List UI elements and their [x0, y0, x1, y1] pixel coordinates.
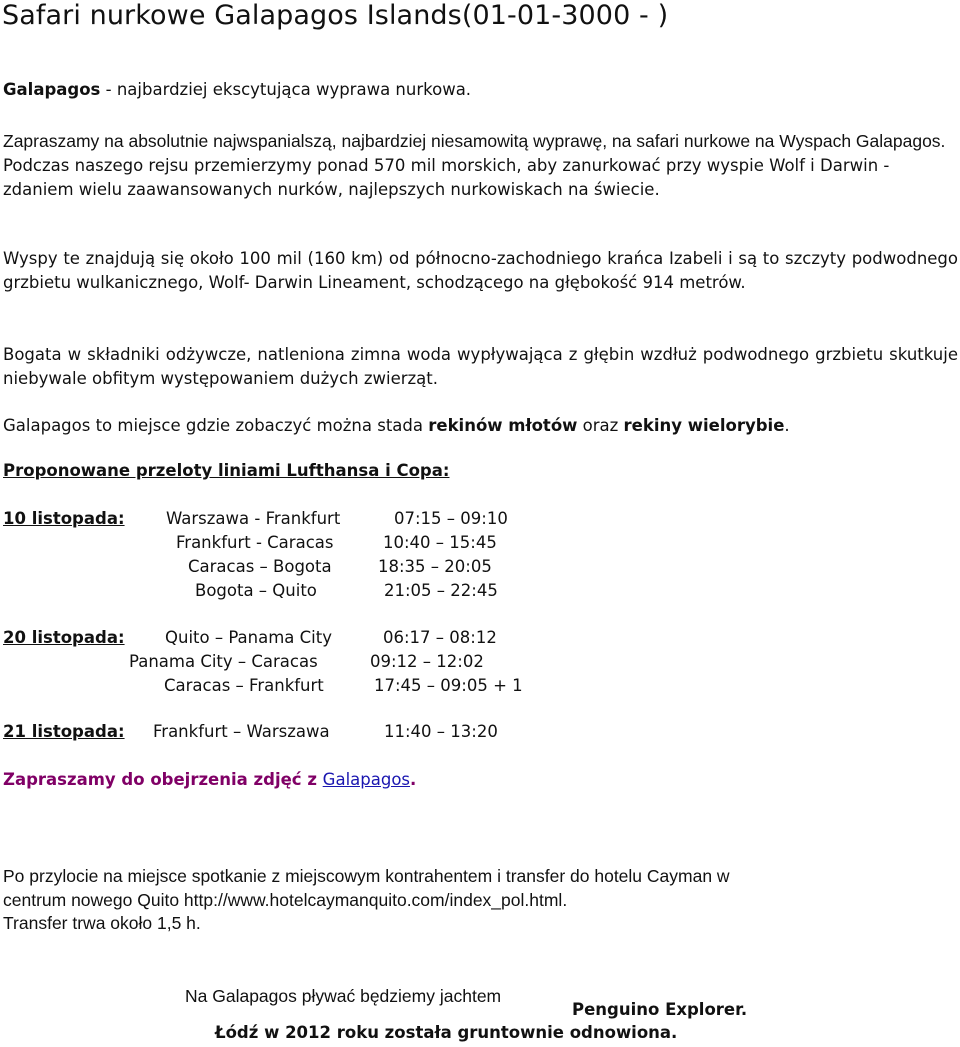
flight-time: 18:35 – 20:05: [378, 557, 492, 576]
photos-invitation: [3, 770, 416, 789]
flight-route: Caracas – Frankfurt: [164, 676, 324, 695]
flight-day-label: 21 listopada:: [3, 722, 125, 741]
galapagos-photos-link[interactable]: Galapagos: [322, 770, 411, 789]
flight-route: Caracas – Bogota: [188, 557, 332, 576]
flight-time: 10:40 – 15:45: [383, 533, 497, 552]
photos-end: .: [410, 770, 417, 789]
paragraph-4-after: .: [784, 416, 790, 435]
transfer-line-1: Po przylocie na miejsce spotkanie z miejscowym kontrahentem i transfer do hotelu Cayman w: [3, 866, 730, 886]
intro-bold: Galapagos: [3, 80, 101, 99]
page-title: Safari nurkowe Galapagos Islands(01-01-3000 - ): [2, 0, 669, 31]
flight-route: Quito – Panama City: [165, 628, 332, 647]
flight-time: 21:05 – 22:45: [384, 581, 498, 600]
photos-text: Zapraszamy do obejrzenia zdjęć z: [3, 770, 323, 789]
flight-route: Panama City – Caracas: [129, 652, 318, 671]
flight-time: 11:40 – 13:20: [384, 722, 498, 741]
flight-time: 06:17 – 08:12: [383, 628, 497, 647]
flight-day-label: 20 listopada:: [3, 628, 125, 647]
paragraph-1-part1: Zapraszamy na absolutnie najwspanialszą, najbardziej niesamowitą wyprawę, na safari nurkowe na Wyspach Galapagos.: [3, 131, 946, 151]
flight-route: Bogota – Quito: [195, 581, 317, 600]
paragraph-4-before: Galapagos to miejsce gdzie zobaczyć można stada: [3, 416, 429, 435]
flight-route: Warszawa - Frankfurt: [166, 509, 341, 528]
flight-day-label: 10 listopada:: [3, 509, 125, 528]
intro-paragraph: [3, 78, 958, 102]
sharks-hammerhead: rekinów młotów: [428, 416, 578, 435]
paragraph-1-part2: Podczas naszego rejsu przemierzymy ponad 570 mil morskich, aby zanurkować przy wyspie Wolf i Darwin - zdaniem wielu zaawansowanych nurków, najlepszych nurkowiskach na świecie.: [3, 156, 890, 199]
flight-time: 09:12 – 12:02: [370, 652, 484, 671]
paragraph-4-middle: oraz: [577, 416, 624, 435]
yacht-renovation: Łódź w 2012 roku została gruntownie odnowiona.: [215, 1023, 678, 1042]
transfer-line-2: centrum nowego Quito http://www.hotelcaymanquito.com/index_pol.html.: [3, 890, 568, 910]
paragraph-4: [3, 414, 958, 438]
yacht-text: Na Galapagos pływać będziemy jachtem: [185, 986, 502, 1006]
flight-time: 17:45 – 09:05 + 1: [374, 676, 523, 695]
paragraph-2: Wyspy te znajdują się około 100 mil (160 km) od północno-zachodniego krańca Izabeli i są to szczyty podwodnego grzbietu wulkanicznego, Wolf- Darwin Lineament, schodzącego na głębokość 914 metrów.: [3, 249, 958, 292]
flight-route: Frankfurt - Caracas: [176, 533, 334, 552]
paragraph-3: Bogata w składniki odżywcze, natleniona zimna woda wypływająca z głębin wzdłuż podwodnego grzbietu skutkuje niebywale obfitym występowaniem dużych zwierząt.: [3, 345, 958, 388]
flight-time: 07:15 – 09:10: [394, 509, 508, 528]
paragraph-1: [3, 129, 958, 202]
sharks-whale: rekiny wielorybie: [623, 416, 785, 435]
yacht-name: Penguino Explorer.: [572, 1000, 748, 1019]
flight-route: Frankfurt – Warszawa: [153, 722, 330, 741]
flights-heading: Proponowane przeloty liniami Lufthansa i Copa:: [3, 461, 450, 480]
transfer-line-3: Transfer trwa około 1,5 h.: [3, 913, 201, 933]
intro-text: - najbardziej ekscytująca wyprawa nurkowa.: [100, 80, 472, 99]
